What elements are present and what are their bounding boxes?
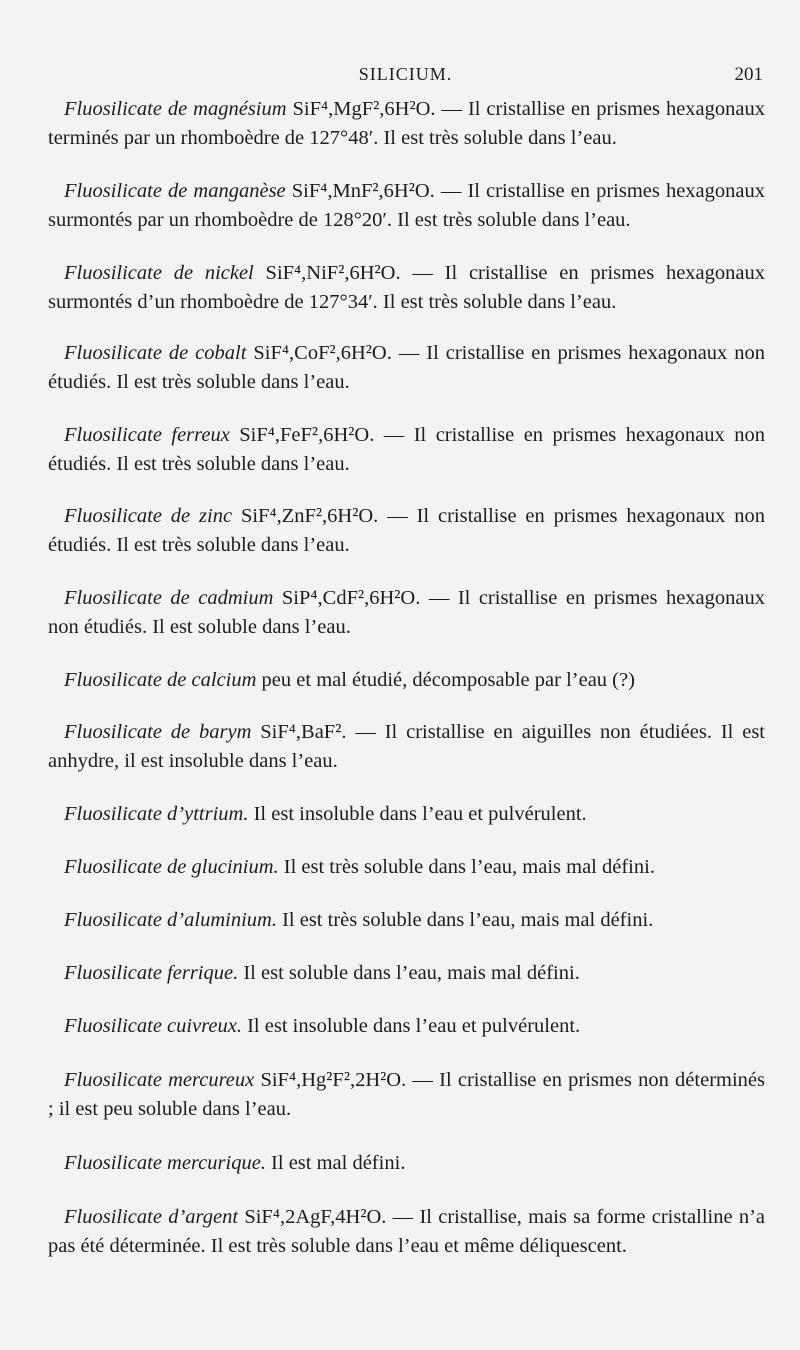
entry-ferreux bbox=[48, 421, 765, 479]
entry-mercurique bbox=[48, 1149, 765, 1178]
entry-title: Fluosilicate de magnésium bbox=[64, 98, 287, 120]
entry-text: Il est soluble dans l’eau, mais mal défini. bbox=[238, 962, 580, 984]
entry-text: SiF⁴,NiF²,6H²O. — Il cristallise en prismes hexagonaux surmontés d’un rhomboèdre de 127°34′. Il est très soluble dans l’eau. bbox=[48, 262, 765, 313]
entry-text: SiF⁴,ZnF²,6H²O. — Il cristallise en prismes hexagonaux non étudiés. Il est très soluble dans l’eau. bbox=[48, 505, 766, 556]
entry-argent bbox=[48, 1203, 765, 1261]
running-title: SILICIUM. bbox=[358, 64, 453, 84]
entry-title: Fluosilicate ferreux bbox=[64, 424, 230, 446]
entry-cobalt bbox=[48, 339, 765, 397]
entry-aluminium bbox=[48, 906, 765, 935]
entry-baryum bbox=[48, 718, 765, 776]
page-number: 201 bbox=[734, 64, 763, 85]
entry-cadmium bbox=[48, 584, 765, 642]
entry-text: SiF⁴,CoF²,6H²O. — Il cristallise en prismes hexagonaux non étudiés. Il est très soluble dans l’eau. bbox=[48, 342, 766, 393]
entry-title: Fluosilicate cuivreux. bbox=[64, 1015, 242, 1037]
entry-title: Fluosilicate d’argent bbox=[64, 1206, 239, 1228]
entry-text: SiF⁴,FeF²,6H²O. — Il cristallise en prismes hexagonaux non étudiés. Il est très soluble dans l’eau. bbox=[48, 424, 765, 475]
entry-text: Il est mal défini. bbox=[265, 1152, 406, 1174]
page-header bbox=[48, 64, 763, 94]
entry-mercureux bbox=[48, 1066, 765, 1124]
entry-text: SiF⁴,2AgF,4H²O. — Il cristallise, mais sa forme cristalline n’a pas été déterminée. Il est très soluble dans l’eau et même déliquescent. bbox=[48, 1206, 766, 1257]
entry-text: SiF⁴,MgF²,6H²O. — Il cristallise en prismes hexagonaux terminés par un rhomboèdre de 127°48′. Il est très soluble dans l’eau. bbox=[48, 98, 766, 149]
entry-text: Il est insoluble dans l’eau et pulvérulent. bbox=[248, 803, 587, 825]
entry-title: Fluosilicate de nickel bbox=[64, 262, 254, 284]
entry-title: Fluosilicate ferrique. bbox=[64, 962, 239, 984]
entry-text: SiF⁴,MnF²,6H²O. — Il cristallise en prismes hexagonaux surmontés par un rhomboèdre de 128°20′. Il est très soluble dans l’eau. bbox=[48, 180, 766, 231]
entry-title: Fluosilicate de zinc bbox=[64, 505, 233, 527]
entry-text: SiF⁴,BaF². — Il cristallise en aiguilles non étudiées. Il est anhydre, il est insoluble dans l’eau. bbox=[48, 721, 765, 772]
entry-title: Fluosilicate de manganèse bbox=[64, 180, 286, 202]
entry-nickel bbox=[48, 259, 765, 317]
entry-ferrique bbox=[48, 959, 765, 988]
entry-title: Fluosilicate de cobalt bbox=[64, 342, 247, 364]
entry-title: Fluosilicate d’aluminium. bbox=[64, 909, 277, 931]
entry-text: SiF⁴,Hg²F²,2H²O. — Il cristallise en prismes non déterminés ; il est peu soluble dans l’eau. bbox=[48, 1069, 765, 1120]
entry-magnesium bbox=[48, 95, 765, 153]
entry-manganese bbox=[48, 177, 765, 235]
entry-title: Fluosilicate mercurique. bbox=[64, 1152, 266, 1174]
entry-yttrium bbox=[48, 800, 765, 829]
entry-zinc bbox=[48, 502, 765, 560]
entry-title: Fluosilicate de cadmium bbox=[64, 587, 274, 609]
entry-title: Fluosilicate de barym bbox=[64, 721, 252, 743]
entry-cuivreux bbox=[48, 1012, 765, 1041]
entry-text: Il est insoluble dans l’eau et pulvérulent. bbox=[241, 1015, 581, 1037]
entry-glucinium bbox=[48, 853, 765, 882]
entry-text: Il est très soluble dans l’eau, mais mal défini. bbox=[276, 909, 654, 931]
entry-text: SiP⁴,CdF²,6H²O. — Il cristallise en prismes hexagonaux non étudiés. Il est soluble dans l’eau. bbox=[48, 587, 765, 638]
entry-title: Fluosilicate d’yttrium. bbox=[64, 803, 249, 825]
entry-title: Fluosilicate mercureux bbox=[64, 1069, 255, 1091]
entry-text: Il est très soluble dans l’eau, mais mal défini. bbox=[278, 856, 655, 878]
entry-title: Fluosilicate de glucinium. bbox=[64, 856, 279, 878]
entry-calcium bbox=[48, 666, 765, 695]
entry-text: peu et mal étudié, décomposable par l’eau (?) bbox=[256, 669, 635, 691]
entry-title: Fluosilicate de calcium bbox=[64, 669, 257, 691]
